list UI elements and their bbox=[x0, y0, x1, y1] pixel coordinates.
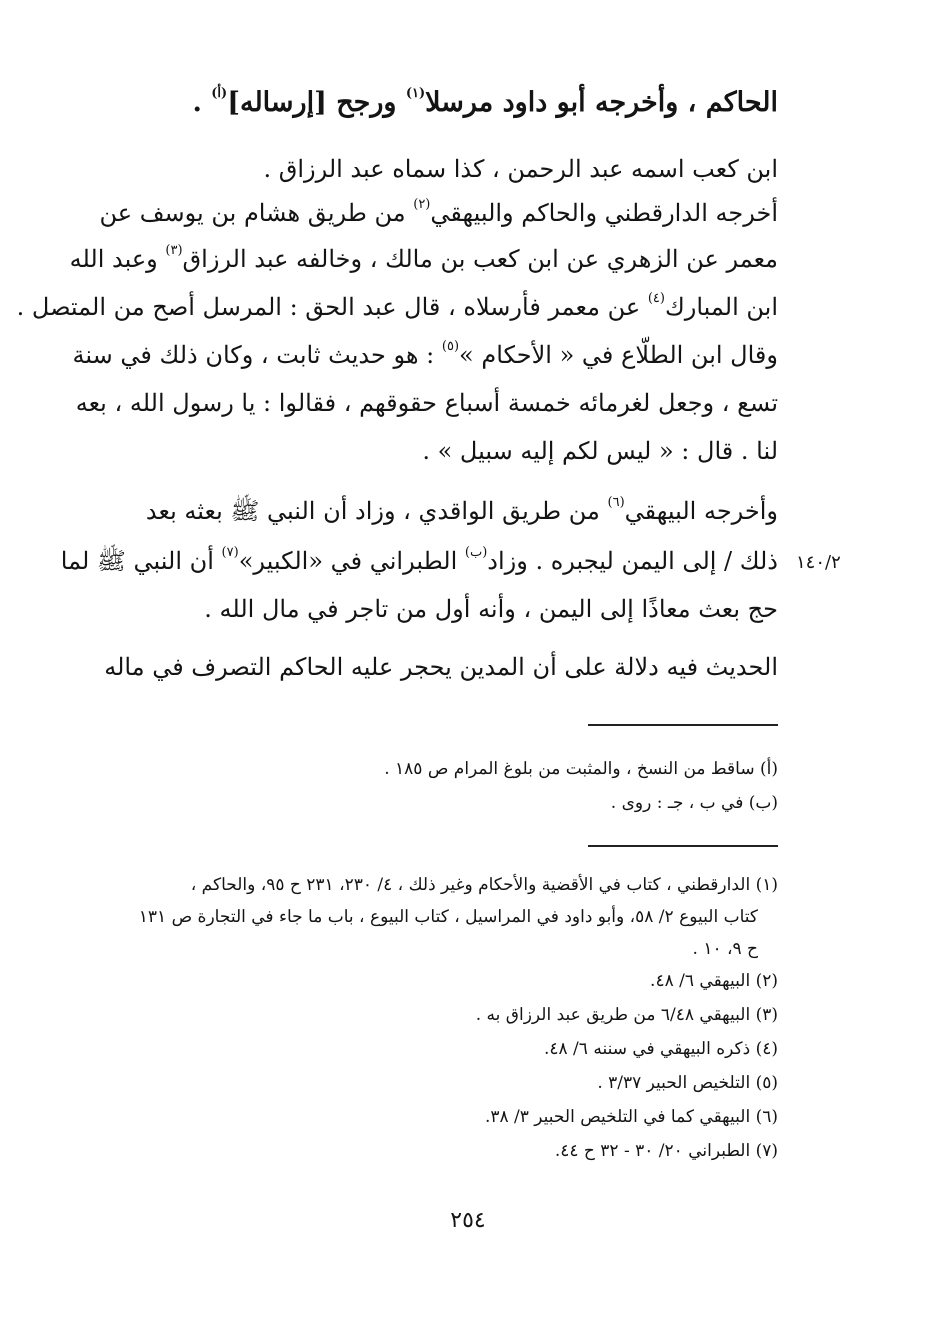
line-text: : هو حديث ثابت ، وكان ذلك في سنة bbox=[72, 341, 442, 369]
footnote-continuation: ح ٩، ١٠ . bbox=[692, 939, 758, 959]
line-text: حج بعث معاذًا إلى اليمن ، وأنه أول من تاجر في مال الله . bbox=[204, 595, 778, 623]
line-text: . bbox=[192, 87, 212, 118]
line-text: ابن كعب اسمه عبد الرحمن ، كذا سماه عبد الرزاق . bbox=[263, 155, 778, 183]
line-text: الطبراني في «الكبير» bbox=[238, 547, 465, 575]
footnote: (٥) التلخيص الحبير ٣/٣٧ . bbox=[597, 1073, 778, 1093]
line-text: وقال ابن الطلّاع في « الأحكام » bbox=[459, 341, 778, 369]
body-line-2 bbox=[118, 152, 778, 186]
footnote: (٦) البيهقي كما في التلخيص الحبير ٣/ ٣٨. bbox=[484, 1107, 778, 1127]
line-text: الحديث فيه دلالة على أن المدين يحجر عليه الحاكم التصرف في ماله bbox=[104, 653, 778, 681]
line-text: ذلك / إلى اليمن ليجبره . وزاد bbox=[487, 547, 778, 575]
footnote-marker: (١) bbox=[405, 86, 426, 101]
line-text: وعبد الله bbox=[69, 245, 166, 273]
footnotes-rule bbox=[588, 845, 778, 847]
footnote: (٤) ذكره البيهقي في سننه ٦/ ٤٨. bbox=[543, 1039, 778, 1059]
body-line-4 bbox=[69, 242, 778, 276]
body-line-3 bbox=[99, 196, 778, 230]
body-line-1 bbox=[118, 86, 778, 120]
footnote-marker: (٣) bbox=[165, 243, 183, 258]
line-text: أخرجه الدارقطني والحاكم والبيهقي bbox=[430, 199, 778, 227]
variant-note: (أ) ساقط من النسخ ، والمثبت من بلوغ المرام ص ١٨٥ . bbox=[384, 759, 778, 779]
margin-reference: ١٤٠/٢ bbox=[796, 552, 841, 573]
line-text: معمر عن الزهري عن ابن كعب بن مالك ، وخالفه عبد الرزاق bbox=[182, 245, 778, 273]
line-text: ابن المبارك bbox=[664, 293, 778, 321]
footnote-marker: (٦) bbox=[607, 495, 625, 510]
line-text: من طريق هشام بن يوسف عن bbox=[99, 199, 414, 227]
line-text: أن النبي ﷺ لما bbox=[60, 547, 222, 575]
variant-notes-rule bbox=[588, 724, 778, 726]
body-line-7 bbox=[75, 386, 778, 420]
line-text: الحاكم ، وأخرجه أبو داود مرسلا bbox=[425, 87, 778, 118]
footnote-continuation: كتاب البيوع ٢/ ٥٨، وأبو داود في المراسيل ، كتاب البيوع ، باب ما جاء في التجارة ص ١٣١ bbox=[138, 907, 758, 927]
footnote: (١) الدارقطني ، كتاب في الأقضية والأحكام وغير ذلك ، ٤/ ٢٣٠، ٢٣١ ح ٩٥، والحاكم ، bbox=[190, 875, 778, 895]
body-line-12 bbox=[104, 650, 778, 684]
footnote: (٣) البيهقي ٦/٤٨ من طريق عبد الرزاق به . bbox=[475, 1005, 778, 1025]
line-text: لنا . قال : « ليس لكم إليه سبيل » . bbox=[422, 437, 778, 465]
line-text: تسع ، وجعل لغرمائه خمسة أسباع حقوقهم ، فقالوا : يا رسول الله ، بعه bbox=[75, 389, 778, 417]
variant-note: (ب) في ب ، جـ : روى . bbox=[610, 793, 778, 813]
body-line-5 bbox=[16, 290, 778, 324]
body-line-9 bbox=[118, 494, 778, 528]
body-line-11 bbox=[118, 592, 778, 626]
line-text: ورجح [إرساله] bbox=[227, 87, 406, 118]
line-text: من طريق الواقدي ، وزاد أن النبي ﷺ بعثه بعد bbox=[145, 497, 608, 525]
footnote-marker: (٧) bbox=[221, 545, 239, 560]
footnote-marker: (٤) bbox=[647, 291, 665, 306]
footnote-marker: (٥) bbox=[441, 339, 460, 354]
variant-marker: (أ) bbox=[211, 86, 228, 101]
page-number: ٢٥٤ bbox=[450, 1208, 486, 1233]
body-line-10 bbox=[60, 544, 778, 578]
footnote: (٢) البيهقي ٦/ ٤٨. bbox=[650, 971, 778, 991]
footnote-marker: (٢) bbox=[413, 197, 431, 212]
line-text: عن معمر فأرسلاه ، قال عبد الحق : المرسل أصح من المتصل . bbox=[16, 293, 648, 321]
line-text: وأخرجه البيهقي bbox=[624, 497, 778, 525]
body-line-8 bbox=[118, 434, 778, 468]
variant-marker: (ب) bbox=[464, 545, 488, 560]
body-line-6 bbox=[72, 338, 778, 372]
footnote: (٧) الطبراني ٢٠/ ٣٠ - ٣٢ ح ٤٤. bbox=[554, 1141, 778, 1161]
